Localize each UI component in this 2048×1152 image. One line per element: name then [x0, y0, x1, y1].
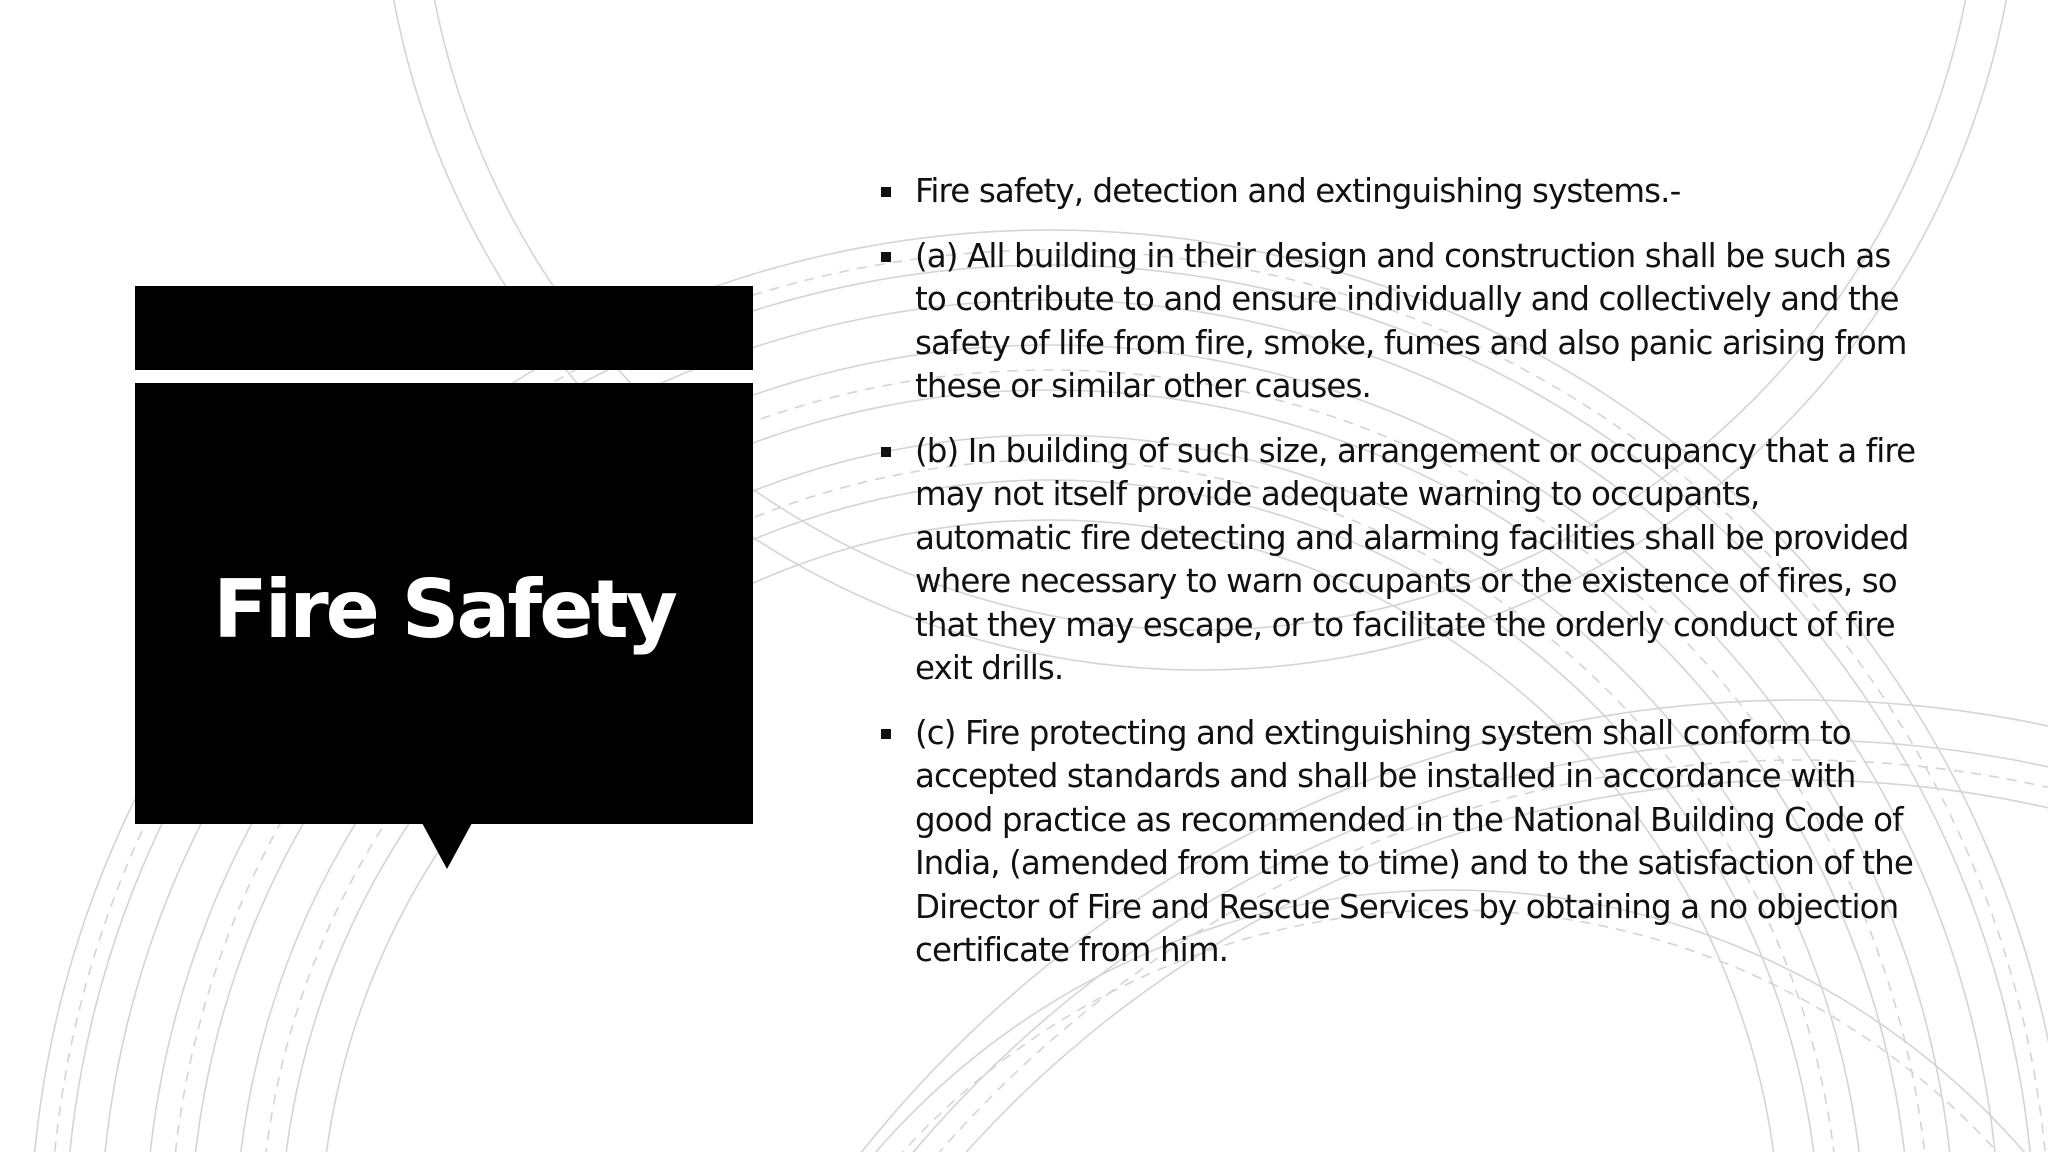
bullet-item [878, 170, 1918, 214]
title-accent-bar [135, 286, 753, 370]
bullet-item [878, 235, 1918, 409]
bullet-item [878, 712, 1918, 973]
square-bullet-icon [881, 252, 891, 262]
bullet-list [878, 170, 1918, 994]
square-bullet-icon [881, 187, 891, 197]
title-callout-box [135, 383, 753, 824]
callout-pointer [422, 823, 472, 869]
square-bullet-icon [881, 447, 891, 457]
slide-title: Fire Safety [213, 563, 675, 656]
bullet-item [878, 430, 1918, 691]
square-bullet-icon [881, 729, 891, 739]
bullet-text: Fire safety, detection and extinguishing systems.- [915, 172, 1681, 210]
bullet-text: (b) In building of such size, arrangement or occupancy that a fire may not itself provide adequate warning to occupants, automatic fire detecting and alarming facilities shall be provided where necessary to warn occupants or the existence of fires, so that they may escape, or to facilitate the orderly conduct of fire exit drills. [915, 431, 1916, 687]
bullet-text: (c) Fire protecting and extinguishing system shall conform to accepted standards and shall be installed in accordance with good practice as recommended in the National Building Code of India, (amended from time to time) and to the satisfaction of the Director of Fire and Rescue Services by obtaining a no objection certificate from him. [915, 713, 1913, 969]
bullet-text: (a) All building in their design and construction shall be such as to contribute to and ensure individually and collectively and the safety of life from fire, smoke, fumes and also panic arising from these or similar other causes. [915, 236, 1907, 405]
